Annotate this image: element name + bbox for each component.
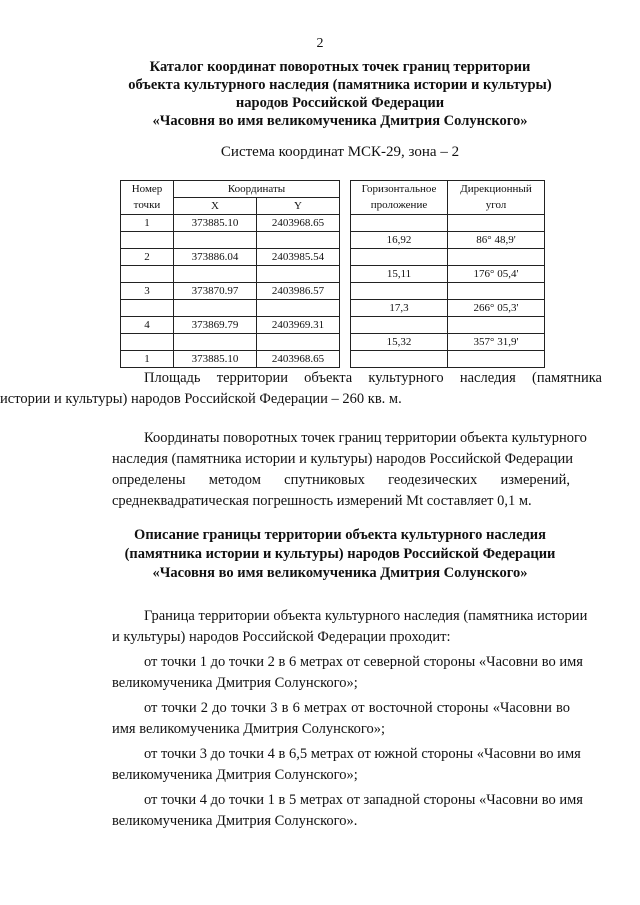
point-number: 4 xyxy=(121,317,174,334)
text-line: наследия (памятника истории и культуры) народов Российской Федерации xyxy=(112,451,574,467)
table-row xyxy=(121,283,545,300)
header-number: Номер xyxy=(121,181,174,198)
text-line: великомученика Дмитрия Солунского»; xyxy=(112,767,358,783)
text-line: и культуры) народов Российской Федерации проходит: xyxy=(112,629,451,645)
coords-paragraph xyxy=(0,428,640,512)
point-number: 2 xyxy=(121,249,174,266)
table-row xyxy=(121,232,545,249)
text-line: среднеквадратическая погрешность измерений Mt составляет 0,1 м. xyxy=(112,493,532,509)
text-line: определены методом спутниковых геодезических измерений, xyxy=(112,472,570,488)
header-number-2: точки xyxy=(121,198,174,215)
segment-direction: 86° 48,9' xyxy=(448,232,545,249)
header-x: X xyxy=(174,198,257,215)
point-x: 373885.10 xyxy=(174,215,257,232)
text-line: от точки 4 до точки 1 в 5 метрах от западной стороны «Часовни во имя xyxy=(144,792,583,808)
point-x: 373870.97 xyxy=(174,283,257,300)
table-row xyxy=(121,351,545,368)
catalog-title-line: Каталог координат поворотных точек границ территории xyxy=(149,59,531,75)
point-x: 373886.04 xyxy=(174,249,257,266)
segment-distance: 15,32 xyxy=(351,334,448,351)
description-heading-line: (памятника истории и культуры) народов Российской Федерации xyxy=(124,546,556,562)
description-heading-line: Описание границы территории объекта культурного наследия xyxy=(134,527,546,543)
segment-direction: 266° 05,3' xyxy=(448,300,545,317)
coordinate-system: Система координат МСК-29, зона – 2 xyxy=(220,144,460,160)
segment-distance: 17,3 xyxy=(351,300,448,317)
text-line: имя великомученика Дмитрия Солунского»; xyxy=(112,721,385,737)
table-row xyxy=(121,300,545,317)
header-distance: Горизонтальное xyxy=(351,181,448,198)
point-y: 2403968.65 xyxy=(257,215,340,232)
segment-direction: 357° 31,9' xyxy=(448,334,545,351)
point-x: 373869.79 xyxy=(174,317,257,334)
segment-distance: 15,11 xyxy=(351,266,448,283)
point-y: 2403985.54 xyxy=(257,249,340,266)
table-row xyxy=(121,317,545,334)
point-number: 3 xyxy=(121,283,174,300)
header-direction: Дирекционный xyxy=(448,181,545,198)
header-y: Y xyxy=(257,198,340,215)
catalog-title-line: «Часовня во имя великомученика Дмитрия Солунского» xyxy=(152,113,528,129)
point-y: 2403986.57 xyxy=(257,283,340,300)
point-x: 373885.10 xyxy=(174,351,257,368)
text-line: от точки 2 до точки 3 в 6 метрах от восточной стороны «Часовни во xyxy=(144,700,570,716)
text-line: истории и культуры) народов Российской Федерации – 260 кв. м. xyxy=(0,391,402,407)
page-number: 2 xyxy=(316,36,324,51)
catalog-title-line: объекта культурного наследия (памятника истории и культуры) xyxy=(128,77,552,93)
text-line: от точки 3 до точки 4 в 6,5 метрах от южной стороны «Часовни во имя xyxy=(144,746,581,762)
area-paragraph xyxy=(0,368,602,410)
description-heading xyxy=(60,526,620,583)
point-y: 2403969.31 xyxy=(257,317,340,334)
segment-distance: 16,92 xyxy=(351,232,448,249)
table-header-row xyxy=(121,198,545,215)
catalog-title xyxy=(60,58,620,130)
text-line: великомученика Дмитрия Солунского»; xyxy=(112,675,358,691)
description-heading-line: «Часовня во имя великомученика Дмитрия Солунского» xyxy=(152,565,528,581)
point-number: 1 xyxy=(121,215,174,232)
point-y: 2403968.65 xyxy=(257,351,340,368)
table-row xyxy=(121,334,545,351)
text-line: Координаты поворотных точек границ территории объекта культурного xyxy=(144,430,587,446)
header-distance-2: проложение xyxy=(351,198,448,215)
text-line: Граница территории объекта культурного наследия (памятника истории xyxy=(144,608,588,624)
text-line: Площадь территории объекта культурного наследия (памятника xyxy=(144,370,602,386)
header-coordinates: Координаты xyxy=(174,181,340,198)
table-row xyxy=(121,266,545,283)
text-line: великомученика Дмитрия Солунского». xyxy=(112,813,358,829)
description-paragraph xyxy=(0,606,640,832)
table-row xyxy=(121,249,545,266)
table-row xyxy=(121,215,545,232)
header-direction-2: угол xyxy=(448,198,545,215)
point-number: 1 xyxy=(121,351,174,368)
catalog-title-line: народов Российской Федерации xyxy=(235,95,445,111)
text-line: от точки 1 до точки 2 в 6 метрах от северной стороны «Часовни во имя xyxy=(144,654,583,670)
table-header-row xyxy=(121,181,545,198)
coordinates-table xyxy=(120,180,545,368)
segment-direction: 176° 05,4' xyxy=(448,266,545,283)
